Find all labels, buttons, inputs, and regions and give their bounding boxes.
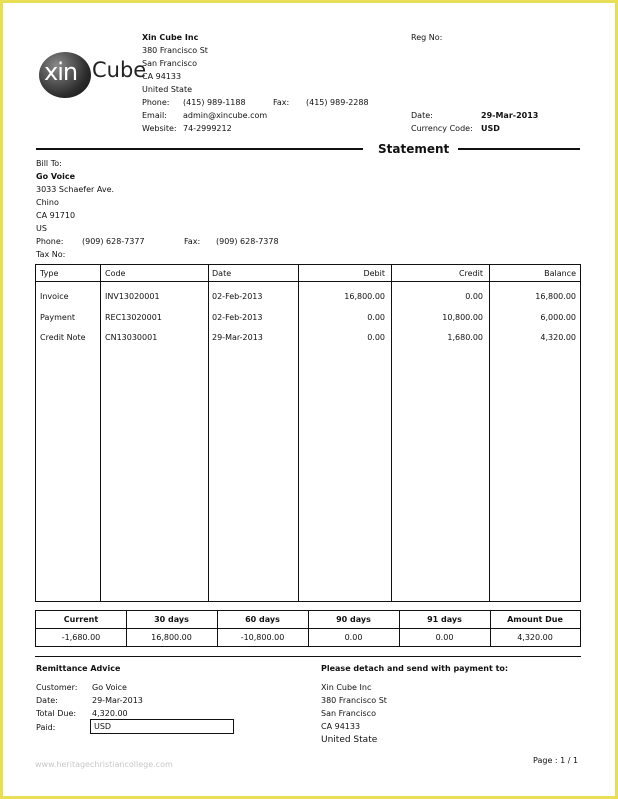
aging-header-90: 90 days (336, 615, 371, 624)
company-fax: (415) 989-2288 (306, 98, 369, 107)
table-row-balance: 4,320.00 (540, 333, 576, 342)
company-phone: (415) 989-1188 (183, 98, 246, 107)
detach-title: Please detach and send with payment to: (321, 664, 509, 673)
page-title: Statement (378, 142, 450, 156)
bill-to-label: Bill To: (36, 159, 62, 168)
company-phone-label: Phone: (142, 98, 170, 107)
detach-address-line: CA 94133 (321, 722, 361, 731)
table-row-date: 02-Feb-2013 (212, 292, 263, 301)
table-row-debit: 0.00 (367, 313, 385, 322)
watermark: www.heritagechristiancollege.com (35, 760, 173, 769)
company-address-line: United State (142, 85, 193, 94)
statement-date: 29-Mar-2013 (481, 111, 539, 120)
aging-value-91: 0.00 (435, 633, 454, 642)
table-row-debit: 0.00 (367, 333, 385, 342)
header-debit: Debit (363, 269, 385, 278)
header-date: Date (212, 269, 232, 278)
aging-value-30: 16,800.00 (151, 633, 192, 642)
table-row-credit: 1,680.00 (447, 333, 483, 342)
company-email: admin@xincube.com (183, 111, 268, 120)
table-row-balance: 16,800.00 (535, 292, 576, 301)
company-email-label: Email: (142, 111, 167, 120)
remittance-total-label: Total Due: (36, 709, 77, 718)
company-website: 74-2999212 (183, 124, 232, 133)
bill-to-address-line: US (36, 224, 47, 233)
remittance-total: 4,320.00 (92, 709, 128, 718)
company-fax-label: Fax: (273, 98, 290, 107)
table-row-debit: 16,800.00 (344, 292, 385, 301)
aging-value-amount-due: 4,320.00 (517, 633, 553, 642)
transactions-table (35, 264, 581, 602)
company-website-label: Website: (142, 124, 177, 133)
column-divider (100, 265, 101, 601)
logo-text-xin: xin (44, 58, 78, 86)
remittance-separator (35, 656, 581, 657)
remittance-paid-label: Paid: (36, 723, 56, 732)
aging-header-60: 60 days (245, 615, 280, 624)
bill-to-fax-label: Fax: (184, 237, 201, 246)
detach-address-line: United State (321, 735, 378, 745)
header-credit: Credit (458, 269, 483, 278)
title-rule-right (458, 148, 580, 150)
header-balance: Balance (544, 269, 576, 278)
header-code: Code (105, 269, 126, 278)
aging-header-30: 30 days (154, 615, 189, 624)
company-address-line: CA 94133 (142, 72, 182, 81)
aging-header-current: Current (63, 615, 99, 624)
remittance-customer: Go Voice (92, 683, 127, 692)
table-row-balance: 6,000.00 (540, 313, 576, 322)
table-row-type: Invoice (40, 292, 69, 301)
bill-to-fax: (909) 628-7378 (216, 237, 279, 246)
company-name: Xin Cube Inc (142, 33, 199, 42)
title-rule-left (36, 148, 363, 150)
bill-to-address-line: 3033 Schaefer Ave. (36, 185, 115, 194)
table-row-type: Credit Note (40, 333, 86, 342)
remittance-title: Remittance Advice (36, 664, 121, 673)
currency-code: USD (481, 124, 500, 133)
tax-no-label: Tax No: (36, 250, 66, 259)
table-row-code: INV13020001 (105, 292, 160, 301)
column-divider (208, 265, 209, 601)
aging-value-90: 0.00 (344, 633, 363, 642)
detach-address-line: San Francisco (321, 709, 376, 718)
detach-address-line: 380 Francisco St (321, 696, 387, 705)
bill-to-address-line: CA 91710 (36, 211, 76, 220)
aging-value-60: -10,800.00 (240, 633, 285, 642)
aging-table (35, 610, 581, 647)
remittance-date: 29-Mar-2013 (92, 696, 143, 705)
date-label: Date: (411, 111, 433, 120)
company-address-line: San Francisco (142, 59, 197, 68)
detach-address-line: Xin Cube Inc (321, 683, 372, 692)
bill-to-name: Go Voice (36, 172, 76, 181)
table-row-date: 02-Feb-2013 (212, 313, 263, 322)
remittance-customer-label: Customer: (36, 683, 78, 692)
page-number: Page : 1 / 1 (533, 756, 579, 765)
company-address-line: 380 Francisco St (142, 46, 208, 55)
header-type: Type (40, 269, 59, 278)
logo-text-cube: Cube (92, 58, 147, 82)
aging-header-91: 91 days (427, 615, 462, 624)
currency-label: Currency Code: (411, 124, 473, 133)
bill-to-address-line: Chino (36, 198, 59, 207)
table-row-credit: 0.00 (465, 292, 483, 301)
table-row-type: Payment (40, 313, 76, 322)
table-row-code: CN13030001 (105, 333, 158, 342)
paid-field[interactable]: USD (90, 719, 234, 734)
table-header-divider (36, 281, 580, 282)
bill-to-phone: (909) 628-7377 (82, 237, 145, 246)
bill-to-phone-label: Phone: (36, 237, 64, 246)
remittance-date-label: Date: (36, 696, 58, 705)
table-row-date: 29-Mar-2013 (212, 333, 263, 342)
reg-no-label: Reg No: (411, 33, 443, 42)
aging-header-amount-due: Amount Due (507, 615, 563, 624)
table-row-credit: 10,800.00 (442, 313, 483, 322)
aging-value-current: -1,680.00 (61, 633, 101, 642)
table-row-code: REC13020001 (105, 313, 162, 322)
